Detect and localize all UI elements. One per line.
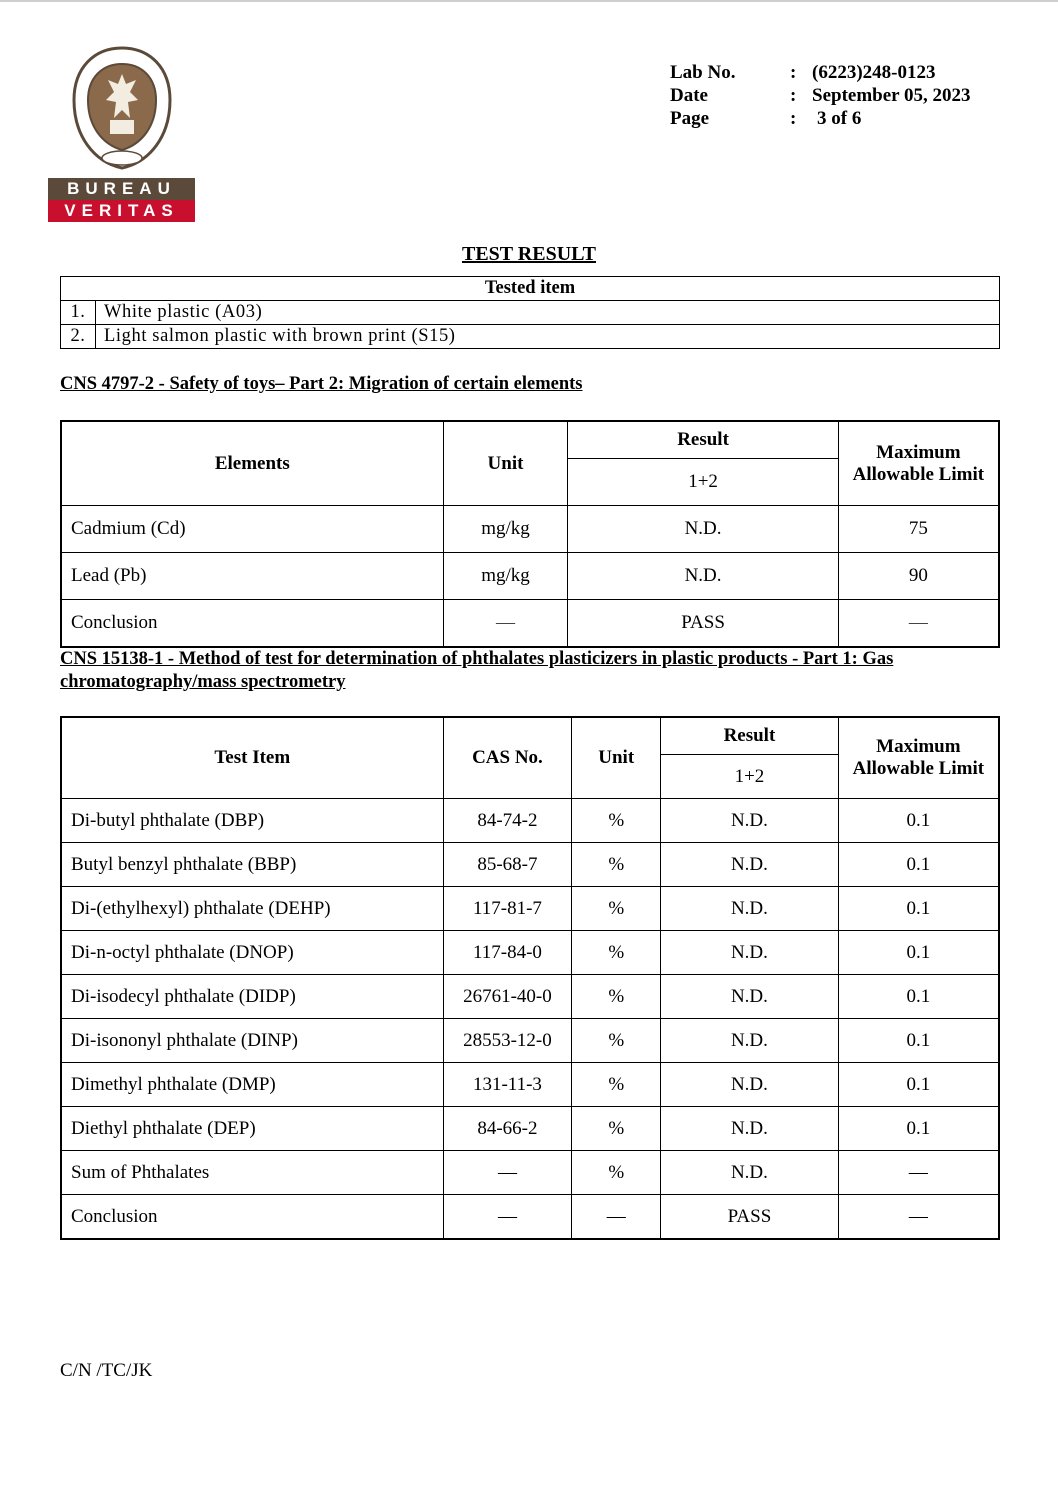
header-limit-line1: Maximum xyxy=(876,736,961,757)
cell-item: Di-(ethylhexyl) phthalate (DEHP) xyxy=(61,887,443,931)
table-row xyxy=(61,887,999,931)
cell-result: N.D. xyxy=(568,506,838,553)
cell-limit: — xyxy=(838,1151,999,1195)
table-row xyxy=(61,843,999,887)
page-label: Page xyxy=(670,108,710,129)
cell-item: Dimethyl phthalate (DMP) xyxy=(61,1063,443,1107)
cell-cas: 28553-12-0 xyxy=(443,1019,572,1063)
table-row xyxy=(61,506,999,553)
cell-unit: % xyxy=(572,1107,661,1151)
cell-element: Conclusion xyxy=(61,600,443,648)
cell-item: Di-isodecyl phthalate (DIDP) xyxy=(61,975,443,1019)
cell-cas: 26761-40-0 xyxy=(443,975,572,1019)
cell-item: Di-n-octyl phthalate (DNOP) xyxy=(61,931,443,975)
colon: : xyxy=(790,85,797,106)
cell-item: Di-isononyl phthalate (DINP) xyxy=(61,1019,443,1063)
table-header-row xyxy=(61,421,999,459)
cell-item: Sum of Phthalates xyxy=(61,1151,443,1195)
cell-unit: % xyxy=(572,1151,661,1195)
cell-limit: 0.1 xyxy=(838,1019,999,1063)
cell-limit: 0.1 xyxy=(838,1063,999,1107)
cell-limit: 0.1 xyxy=(838,843,999,887)
elements-table xyxy=(60,420,1000,648)
cell-result: PASS xyxy=(661,1195,839,1240)
header-unit: Unit xyxy=(572,717,661,799)
cell-limit: 0.1 xyxy=(838,799,999,843)
bureau-veritas-logo xyxy=(48,44,196,224)
cell-limit: 75 xyxy=(838,506,999,553)
date-row xyxy=(670,84,971,107)
tested-item-table xyxy=(60,276,1000,349)
report-header xyxy=(670,61,971,130)
cell-result: N.D. xyxy=(568,553,838,600)
cell-item: Di-butyl phthalate (DBP) xyxy=(61,799,443,843)
cell-result: N.D. xyxy=(661,799,839,843)
cell-result: N.D. xyxy=(661,843,839,887)
header-test-item: Test Item xyxy=(61,717,443,799)
cell-limit: 0.1 xyxy=(838,887,999,931)
cell-item: Diethyl phthalate (DEP) xyxy=(61,1107,443,1151)
table-row xyxy=(61,1195,999,1240)
cell-unit: — xyxy=(443,600,568,648)
cell-limit: 0.1 xyxy=(838,931,999,975)
cell-limit: — xyxy=(838,600,999,648)
cell-unit: mg/kg xyxy=(443,506,568,553)
cell-cas: — xyxy=(443,1195,572,1240)
top-border xyxy=(0,0,1058,2)
date-label: Date xyxy=(670,85,708,106)
cell-result: N.D. xyxy=(661,1019,839,1063)
logo-text-line2: VERITAS xyxy=(48,200,195,222)
cell-unit: % xyxy=(572,887,661,931)
table-row xyxy=(61,553,999,600)
header-result-sub: 1+2 xyxy=(568,459,838,506)
table-row xyxy=(61,975,999,1019)
table-row xyxy=(61,301,1000,325)
header-result: Result xyxy=(568,421,838,459)
cell-cas: 85-68-7 xyxy=(443,843,572,887)
cell-item: Butyl benzyl phthalate (BBP) xyxy=(61,843,443,887)
cell-result: N.D. xyxy=(661,887,839,931)
table-row xyxy=(61,799,999,843)
page-row xyxy=(670,107,971,130)
cell-limit: 0.1 xyxy=(838,975,999,1019)
phthalates-table-body xyxy=(61,799,999,1240)
cell-unit: mg/kg xyxy=(443,553,568,600)
seal-icon xyxy=(68,44,176,172)
header-limit xyxy=(838,717,999,799)
table-row xyxy=(61,1063,999,1107)
table-row xyxy=(61,931,999,975)
item-number: 2. xyxy=(61,325,96,349)
header-limit xyxy=(838,421,999,506)
header-cas: CAS No. xyxy=(443,717,572,799)
page-value: 3 of 6 xyxy=(817,108,862,129)
tested-item-heading: Tested item xyxy=(61,277,1000,301)
table-header-row xyxy=(61,717,999,755)
cell-cas: 117-84-0 xyxy=(443,931,572,975)
header-limit-line2: Allowable Limit xyxy=(852,463,985,485)
item-description: Light salmon plastic with brown print (S15) xyxy=(96,325,1000,349)
header-limit-line2: Allowable Limit xyxy=(852,758,985,779)
header-result: Result xyxy=(661,717,839,755)
lab-no-label: Lab No. xyxy=(670,62,736,83)
cell-limit: — xyxy=(838,1195,999,1240)
cell-unit: % xyxy=(572,843,661,887)
cell-cas: 84-74-2 xyxy=(443,799,572,843)
cell-unit: % xyxy=(572,1063,661,1107)
colon: : xyxy=(790,62,797,83)
table-row xyxy=(61,600,999,648)
header-limit-line1: Maximum xyxy=(876,441,961,463)
table-row xyxy=(61,1151,999,1195)
cell-cas: 117-81-7 xyxy=(443,887,572,931)
page-title xyxy=(0,243,1058,266)
header-elements: Elements xyxy=(61,421,443,506)
date-value: September 05, 2023 xyxy=(812,85,971,106)
phthalates-table xyxy=(60,716,1000,1240)
cell-unit: — xyxy=(572,1195,661,1240)
cell-unit: % xyxy=(572,799,661,843)
table-row xyxy=(61,325,1000,349)
table-row xyxy=(61,1107,999,1151)
cell-cas: — xyxy=(443,1151,572,1195)
cell-cas: 84-66-2 xyxy=(443,1107,572,1151)
section2-title: CNS 15138-1 - Method of test for determination of phthalates plasticizers in plastic products - Part 1: Gas chromatography/mass spectrometry xyxy=(60,649,894,692)
cell-item: Conclusion xyxy=(61,1195,443,1240)
cell-unit: % xyxy=(572,1019,661,1063)
cell-result: N.D. xyxy=(661,1063,839,1107)
cell-limit: 90 xyxy=(838,553,999,600)
header-result-sub: 1+2 xyxy=(661,755,839,799)
cell-result: N.D. xyxy=(661,931,839,975)
lab-no-value: (6223)248-0123 xyxy=(812,62,936,83)
cell-result: PASS xyxy=(568,600,838,648)
item-number: 1. xyxy=(61,301,96,325)
cell-cas: 131-11-3 xyxy=(443,1063,572,1107)
header-unit: Unit xyxy=(443,421,568,506)
cell-result: N.D. xyxy=(661,1151,839,1195)
colon: : xyxy=(790,108,797,129)
footer-code: C/N /TC/JK xyxy=(60,1360,153,1381)
cell-result: N.D. xyxy=(661,975,839,1019)
cell-element: Lead (Pb) xyxy=(61,553,443,600)
page-title-text: TEST RESULT xyxy=(462,243,596,265)
cell-unit: % xyxy=(572,975,661,1019)
cell-element: Cadmium (Cd) xyxy=(61,506,443,553)
item-description: White plastic (A03) xyxy=(96,301,1000,325)
cell-result: N.D. xyxy=(661,1107,839,1151)
section1-title: CNS 4797-2 - Safety of toys– Part 2: Migration of certain elements xyxy=(60,374,583,394)
lab-no-row xyxy=(670,61,971,84)
table-row xyxy=(61,1019,999,1063)
cell-limit: 0.1 xyxy=(838,1107,999,1151)
cell-unit: % xyxy=(572,931,661,975)
logo-text-line1: BUREAU xyxy=(48,178,195,200)
